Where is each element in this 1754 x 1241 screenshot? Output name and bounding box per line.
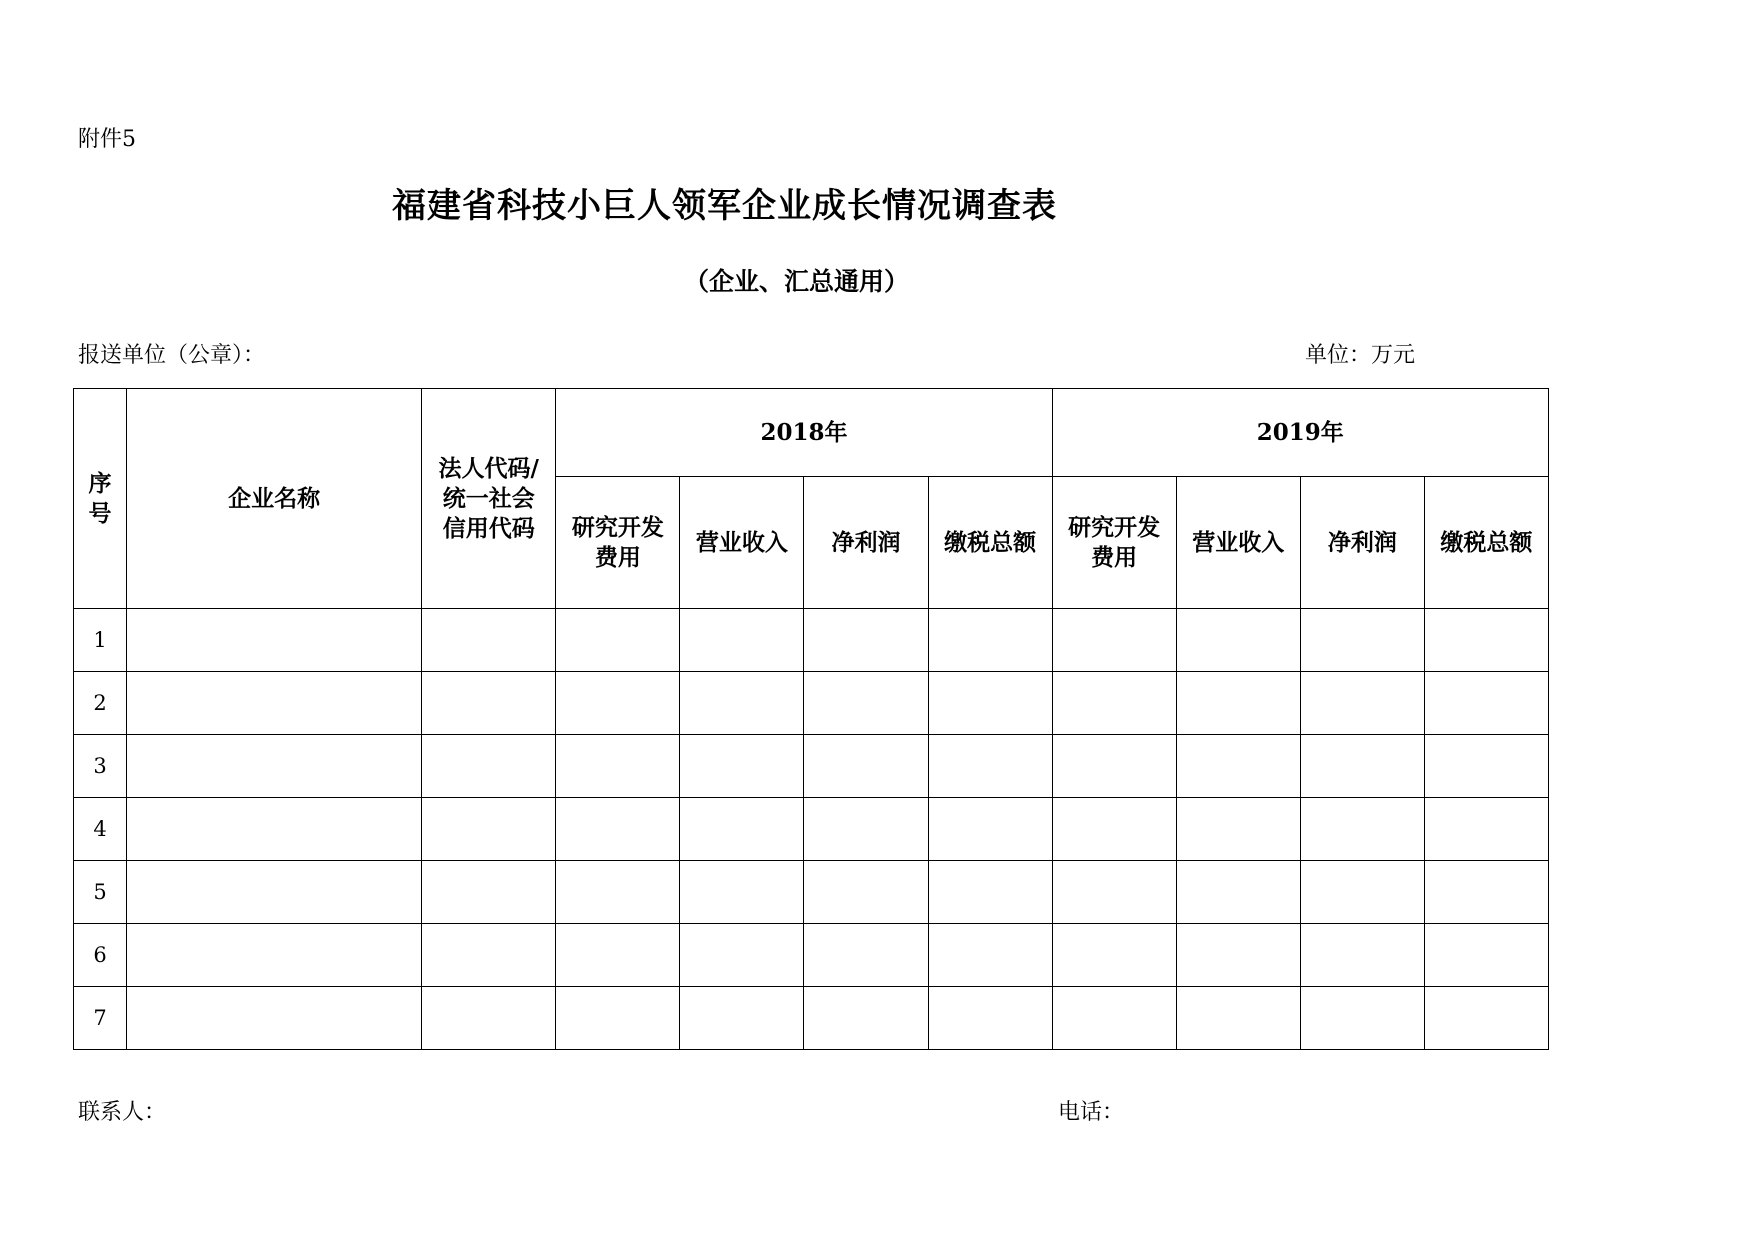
cell-value[interactable] xyxy=(928,609,1052,672)
cell-value[interactable] xyxy=(556,924,680,987)
row-index: 3 xyxy=(74,735,127,798)
cell-value[interactable] xyxy=(1176,987,1300,1050)
header-net-profit-2019: 净利润 xyxy=(1300,477,1424,609)
cell-value[interactable] xyxy=(804,861,928,924)
cell-credit-code[interactable] xyxy=(422,861,556,924)
cell-company-name[interactable] xyxy=(127,987,422,1050)
attachment-label: 附件5 xyxy=(78,127,136,152)
table-row xyxy=(74,861,1549,924)
cell-value[interactable] xyxy=(556,672,680,735)
header-rd-cost-2018: 研究开发费用 xyxy=(556,477,680,609)
cell-value[interactable] xyxy=(1176,798,1300,861)
cell-value[interactable] xyxy=(1300,735,1424,798)
cell-value[interactable] xyxy=(928,861,1052,924)
header-company-name: 企业名称 xyxy=(127,389,422,609)
cell-value[interactable] xyxy=(556,987,680,1050)
cell-value[interactable] xyxy=(1052,609,1176,672)
cell-company-name[interactable] xyxy=(127,861,422,924)
cell-value[interactable] xyxy=(1052,672,1176,735)
cell-value[interactable] xyxy=(680,924,804,987)
table-row xyxy=(74,609,1549,672)
cell-value[interactable] xyxy=(1424,609,1548,672)
cell-value[interactable] xyxy=(1176,672,1300,735)
row-index: 2 xyxy=(74,672,127,735)
table-row xyxy=(74,735,1549,798)
cell-value[interactable] xyxy=(1424,735,1548,798)
cell-value[interactable] xyxy=(1424,987,1548,1050)
reporter-label: 报送单位（公章）： xyxy=(78,343,266,368)
cell-value[interactable] xyxy=(1424,861,1548,924)
cell-company-name[interactable] xyxy=(127,672,422,735)
cell-value[interactable] xyxy=(680,861,804,924)
table-row xyxy=(74,987,1549,1050)
cell-value[interactable] xyxy=(928,735,1052,798)
cell-value[interactable] xyxy=(556,861,680,924)
cell-credit-code[interactable] xyxy=(422,609,556,672)
cell-value[interactable] xyxy=(1052,861,1176,924)
row-index: 7 xyxy=(74,987,127,1050)
cell-credit-code[interactable] xyxy=(422,798,556,861)
cell-value[interactable] xyxy=(1300,924,1424,987)
cell-value[interactable] xyxy=(1300,798,1424,861)
cell-credit-code[interactable] xyxy=(422,672,556,735)
cell-value[interactable] xyxy=(680,672,804,735)
cell-company-name[interactable] xyxy=(127,798,422,861)
cell-value[interactable] xyxy=(1052,798,1176,861)
header-revenue-2019: 营业收入 xyxy=(1176,477,1300,609)
survey-table xyxy=(73,388,1549,1050)
cell-value[interactable] xyxy=(680,609,804,672)
table-row xyxy=(74,672,1549,735)
cell-value[interactable] xyxy=(1300,672,1424,735)
cell-company-name[interactable] xyxy=(127,609,422,672)
cell-value[interactable] xyxy=(1176,861,1300,924)
header-credit-code: 法人代码/统一社会信用代码 xyxy=(422,389,556,609)
header-year-2018: 2018年 xyxy=(556,389,1052,477)
cell-value[interactable] xyxy=(928,924,1052,987)
cell-value[interactable] xyxy=(928,798,1052,861)
header-revenue-2018: 营业收入 xyxy=(680,477,804,609)
cell-value[interactable] xyxy=(804,987,928,1050)
cell-value[interactable] xyxy=(804,672,928,735)
cell-value[interactable] xyxy=(556,735,680,798)
cell-credit-code[interactable] xyxy=(422,735,556,798)
cell-value[interactable] xyxy=(680,987,804,1050)
cell-value[interactable] xyxy=(556,609,680,672)
cell-value[interactable] xyxy=(804,735,928,798)
cell-value[interactable] xyxy=(804,798,928,861)
cell-company-name[interactable] xyxy=(127,735,422,798)
cell-value[interactable] xyxy=(680,735,804,798)
header-tax-total-2019: 缴税总额 xyxy=(1424,477,1548,609)
page-title: 福建省科技小巨人领军企业成长情况调查表 xyxy=(392,186,1057,226)
row-index: 6 xyxy=(74,924,127,987)
cell-value[interactable] xyxy=(1424,924,1548,987)
header-index: 序号 xyxy=(74,389,127,609)
cell-value[interactable] xyxy=(1176,609,1300,672)
cell-value[interactable] xyxy=(804,924,928,987)
header-rd-cost-2019: 研究开发费用 xyxy=(1052,477,1176,609)
cell-value[interactable] xyxy=(804,609,928,672)
cell-value[interactable] xyxy=(1052,735,1176,798)
header-year-2019: 2019年 xyxy=(1052,389,1548,477)
cell-value[interactable] xyxy=(680,798,804,861)
cell-value[interactable] xyxy=(1300,861,1424,924)
cell-value[interactable] xyxy=(1176,924,1300,987)
cell-value[interactable] xyxy=(556,798,680,861)
table-row xyxy=(74,798,1549,861)
phone-label: 电话： xyxy=(1058,1100,1125,1125)
cell-value[interactable] xyxy=(928,987,1052,1050)
cell-value[interactable] xyxy=(1052,987,1176,1050)
cell-value[interactable] xyxy=(1424,798,1548,861)
cell-value[interactable] xyxy=(1300,987,1424,1050)
header-tax-total-2018: 缴税总额 xyxy=(928,477,1052,609)
cell-credit-code[interactable] xyxy=(422,924,556,987)
cell-credit-code[interactable] xyxy=(422,987,556,1050)
cell-value[interactable] xyxy=(928,672,1052,735)
cell-value[interactable] xyxy=(1300,609,1424,672)
cell-value[interactable] xyxy=(1176,735,1300,798)
table-row xyxy=(74,924,1549,987)
row-index: 1 xyxy=(74,609,127,672)
row-index: 5 xyxy=(74,861,127,924)
cell-value[interactable] xyxy=(1424,672,1548,735)
row-index: 4 xyxy=(74,798,127,861)
contact-label: 联系人： xyxy=(78,1100,167,1125)
header-net-profit-2018: 净利润 xyxy=(804,477,928,609)
cell-value[interactable] xyxy=(1052,924,1176,987)
unit-label: 单位：万元 xyxy=(1305,343,1416,368)
cell-company-name[interactable] xyxy=(127,924,422,987)
page-subtitle: （企业、汇总通用） xyxy=(684,267,910,296)
